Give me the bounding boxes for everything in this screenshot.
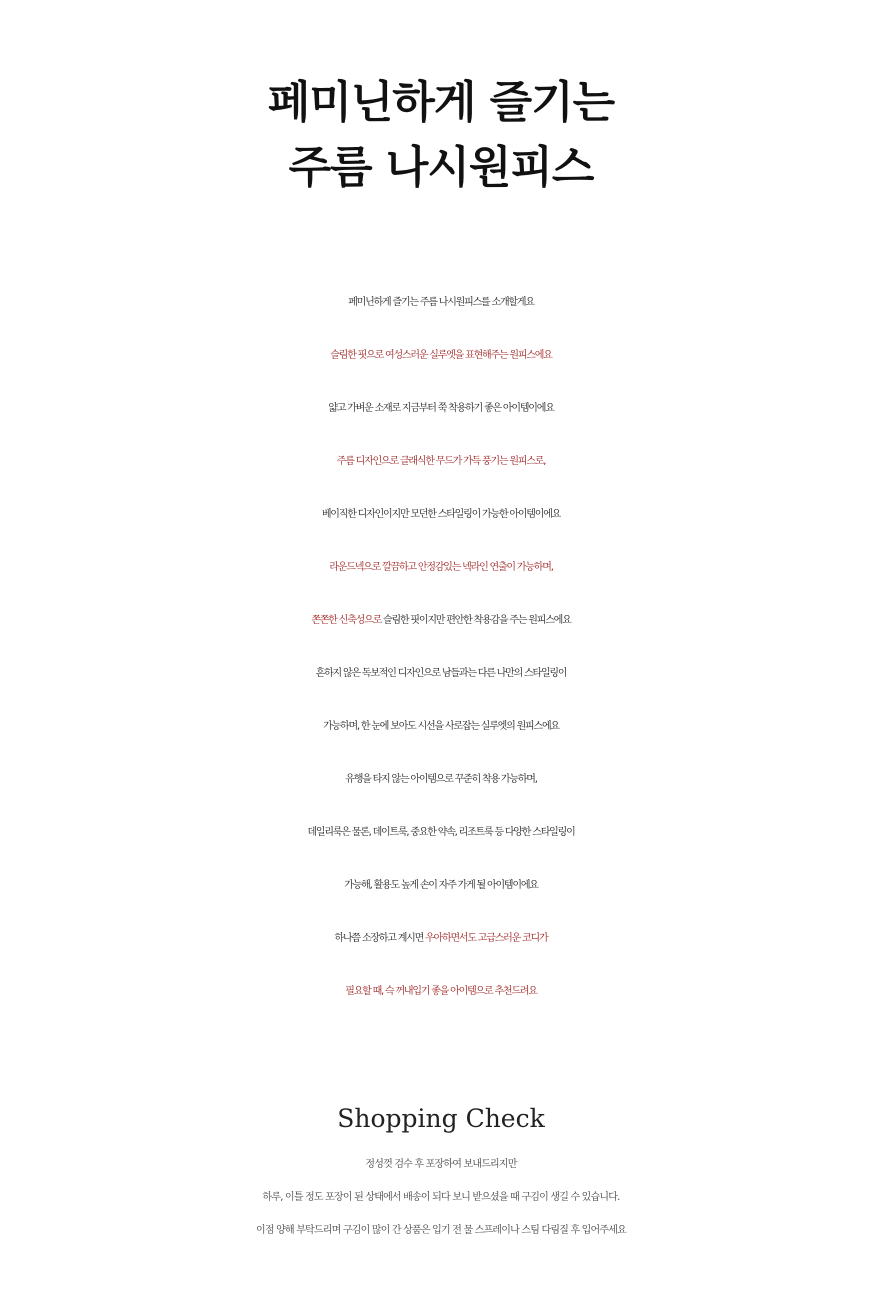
body-text: 얇고 가벼운 소재로 지금부터 쭉 착용하기 좋은 아이템이에요 — [328, 403, 554, 414]
headline-line-2: 주름 나시원피스 — [288, 142, 594, 193]
body-text: 하나쯤 소장하고 계시면 — [334, 933, 426, 944]
description-line — [0, 753, 882, 806]
body-text: 슬림한 핏이지만 편안한 착용감을 주는 원피스에요 — [381, 615, 571, 626]
description-line — [0, 912, 882, 965]
description-line — [0, 965, 882, 1018]
body-text: 페미닌하게 즐기는 주름 나시원피스를 소개할게요 — [348, 297, 534, 308]
highlight-text: 슬림한 핏으로 여성스러운 실루엣을 표현해주는 원피스에요 — [330, 350, 552, 361]
body-text: 가능하며, 한 눈에 보아도 시선을 사로잡는 실루엣의 원피스에요 — [323, 721, 559, 732]
shopping-check-line: 하루, 이틀 정도 포장이 된 상태에서 배송이 되다 보니 받으셨을 때 구김이 생길 수 있습니다. — [262, 1192, 620, 1203]
highlight-text: 필요할 때, 슥 꺼내입기 좋을 아이템으로 추천드려요 — [345, 986, 537, 997]
description-line — [0, 700, 882, 753]
body-text: 가능해, 활용도 높게 손이 자주 가게 될 아이템이에요 — [344, 880, 538, 891]
shopping-check-line: 정성껏 검수 후 포장하여 보내드리지만 — [365, 1159, 517, 1170]
description-line — [0, 594, 882, 647]
highlight-text: 라운드넥으로 깔끔하고 안정감있는 넥라인 연출이 가능하며, — [329, 562, 553, 573]
shopping-check-notes — [0, 1148, 882, 1247]
shopping-check-line: 이점 양해 부탁드리며 구김이 많이 간 상품은 입기 전 물 스프레이나 스팀 다림질 후 입어주세요 — [256, 1225, 626, 1236]
highlight-text: 주름 디자인으로 클래식한 무드가 가득 풍기는 원피스로, — [336, 456, 546, 467]
body-text: 베이직한 디자인이지만 모던한 스타일링이 가능한 아이템이에요 — [321, 509, 561, 520]
body-text: 데일리룩은 물론, 데이트룩, 중요한 약속, 리조트룩 등 다양한 스타일링이 — [307, 827, 575, 838]
description-line — [0, 382, 882, 435]
description-line — [0, 435, 882, 488]
description-line — [0, 806, 882, 859]
description-line — [0, 276, 882, 329]
body-text: 유행을 타지 않는 아이템으로 꾸준히 착용 가능하며, — [345, 774, 537, 785]
shopping-check-title: Shopping Check — [337, 1104, 545, 1133]
body-text: 흔하지 않은 독보적인 디자인으로 남들과는 다른 나만의 스타일링이 — [315, 668, 567, 679]
description-line — [0, 541, 882, 594]
highlight-text: 우아하면서도 고급스러운 코디가 — [425, 933, 548, 944]
description-line — [0, 647, 882, 700]
description-line — [0, 488, 882, 541]
description-line — [0, 859, 882, 912]
description-line — [0, 329, 882, 382]
highlight-text: 쫀쫀한 신축성으로 — [311, 615, 382, 626]
description-block — [0, 276, 882, 1018]
headline-line-1: 페미닌하게 즐기는 — [267, 77, 615, 128]
